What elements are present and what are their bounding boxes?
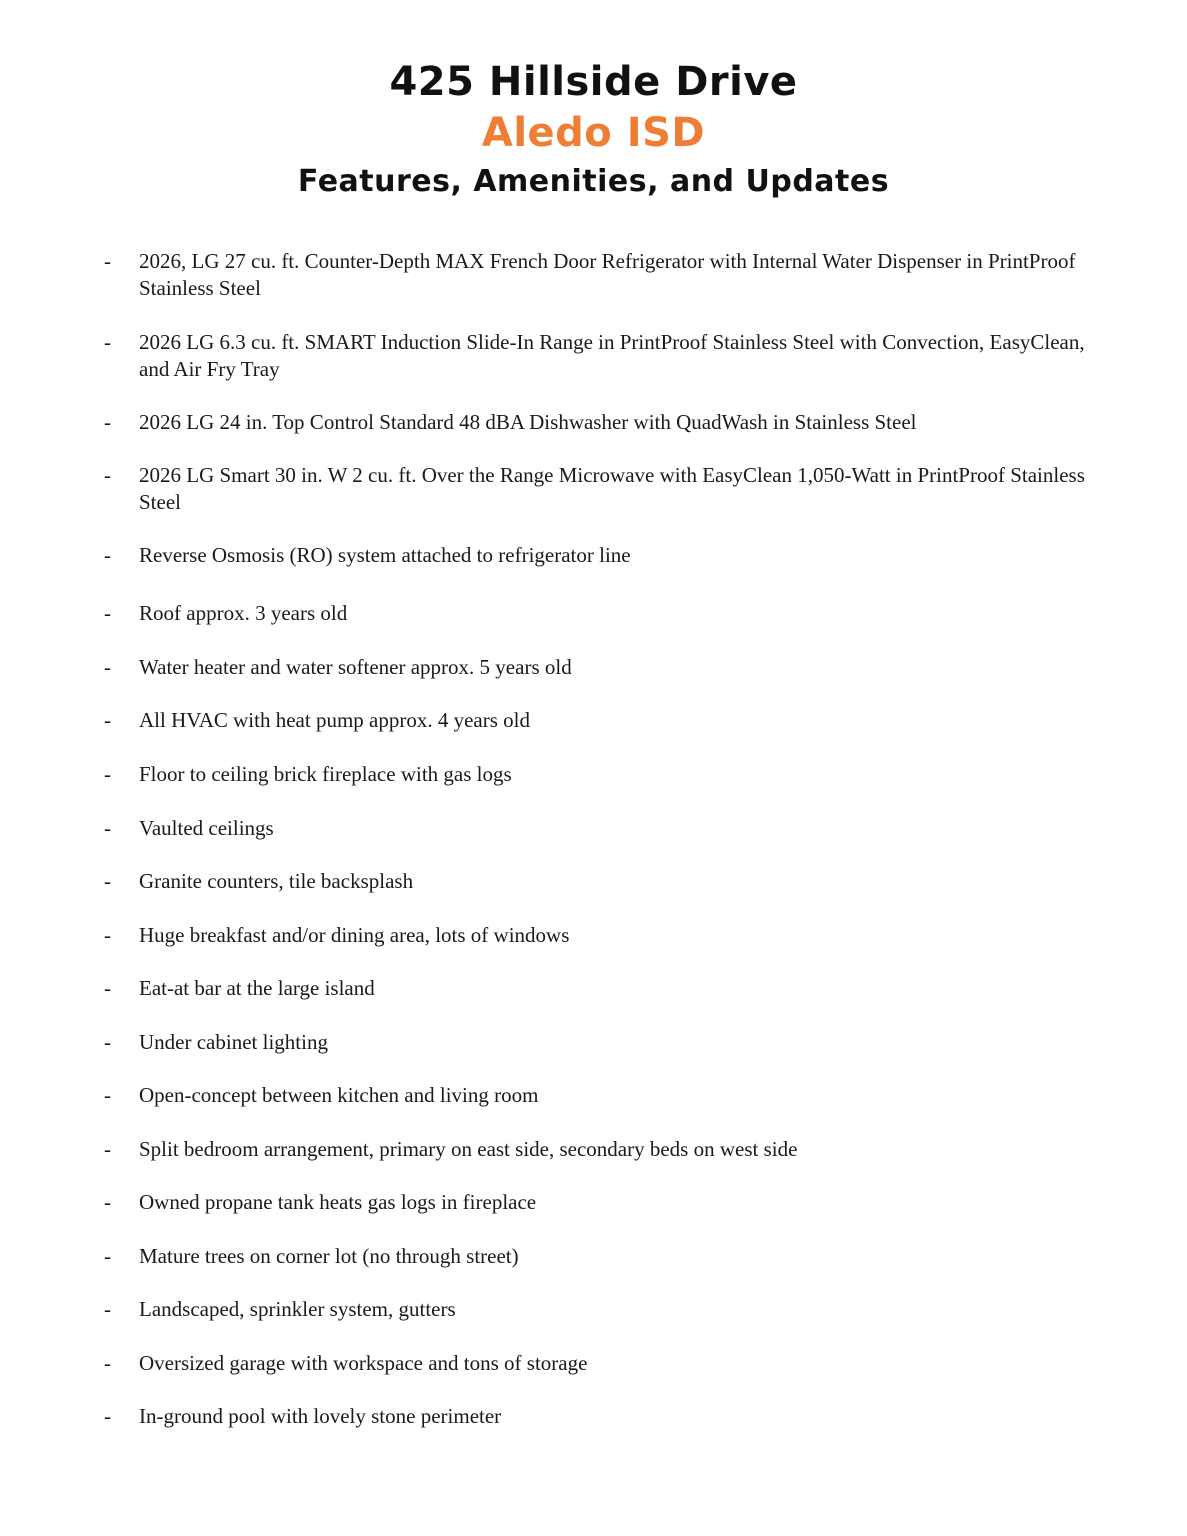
bullet-dash: -: [104, 1137, 111, 1161]
feature-text: 2026 LG 24 in. Top Control Standard 48 dBA Dishwasher with QuadWash in Stainless Steel: [139, 410, 917, 434]
feature-text: Under cabinet lighting: [139, 1030, 328, 1054]
document-header: [0, 59, 1187, 207]
bullet-dash: -: [104, 543, 111, 567]
bullet-dash: -: [104, 249, 111, 273]
feature-text: Eat-at bar at the large island: [139, 976, 375, 1000]
bullet-dash: -: [104, 708, 111, 732]
bullet-dash: -: [104, 1351, 111, 1375]
feature-text: Granite counters, tile backsplash: [139, 869, 414, 893]
bullet-dash: -: [104, 1244, 111, 1268]
feature-text: Huge breakfast and/or dining area, lots of windows: [139, 923, 570, 947]
feature-text: All HVAC with heat pump approx. 4 years old: [139, 708, 530, 732]
feature-text: Water heater and water softener approx. 5 years old: [139, 655, 572, 679]
bullet-dash: -: [104, 1404, 111, 1428]
feature-text: Open-concept between kitchen and living room: [139, 1083, 539, 1107]
bullet-dash: -: [104, 601, 111, 625]
bullet-dash: -: [104, 923, 111, 947]
feature-text: Owned propane tank heats gas logs in fireplace: [139, 1190, 537, 1214]
feature-text: Floor to ceiling brick fireplace with gas logs: [139, 762, 512, 786]
features-subtitle: Features, Amenities, and Updates: [297, 164, 890, 199]
bullet-dash: -: [104, 762, 111, 786]
bullet-dash: -: [104, 1190, 111, 1214]
bullet-dash: -: [104, 976, 111, 1000]
bullet-dash: -: [104, 1297, 111, 1321]
bullet-dash: -: [104, 410, 111, 434]
bullet-dash: -: [104, 816, 111, 840]
bullet-dash: -: [104, 463, 111, 487]
school-district-title: Aledo ISD: [481, 110, 706, 156]
bullet-dash: -: [104, 330, 111, 354]
bullet-dash: -: [104, 1083, 111, 1107]
feature-text: 2026 LG Smart 30 in. W 2 cu. ft. Over the Range Microwave with EasyClean 1,050-Watt in PrintProof Stainless Steel: [139, 463, 1085, 514]
bullet-dash: -: [104, 1030, 111, 1054]
feature-text: Oversized garage with workspace and tons of storage: [139, 1351, 588, 1375]
feature-text: Landscaped, sprinkler system, gutters: [139, 1297, 456, 1321]
feature-text: In-ground pool with lovely stone perimeter: [139, 1404, 502, 1428]
feature-text: Split bedroom arrangement, primary on east side, secondary beds on west side: [139, 1137, 798, 1161]
bullet-dash: -: [104, 655, 111, 679]
feature-text: Roof approx. 3 years old: [139, 601, 348, 625]
feature-text: Mature trees on corner lot (no through street): [139, 1244, 519, 1268]
feature-text: Vaulted ceilings: [139, 816, 274, 840]
feature-text: 2026 LG 6.3 cu. ft. SMART Induction Slide-In Range in PrintProof Stainless Steel with Convection, EasyClean, and Air Fry Tray: [139, 330, 1085, 381]
feature-text: Reverse Osmosis (RO) system attached to refrigerator line: [139, 543, 631, 567]
bullet-dash: -: [104, 869, 111, 893]
feature-text: 2026, LG 27 cu. ft. Counter-Depth MAX French Door Refrigerator with Internal Water Dispenser in PrintProof Stainless Steel: [139, 249, 1076, 300]
property-address-title: 425 Hillside Drive: [389, 59, 798, 105]
